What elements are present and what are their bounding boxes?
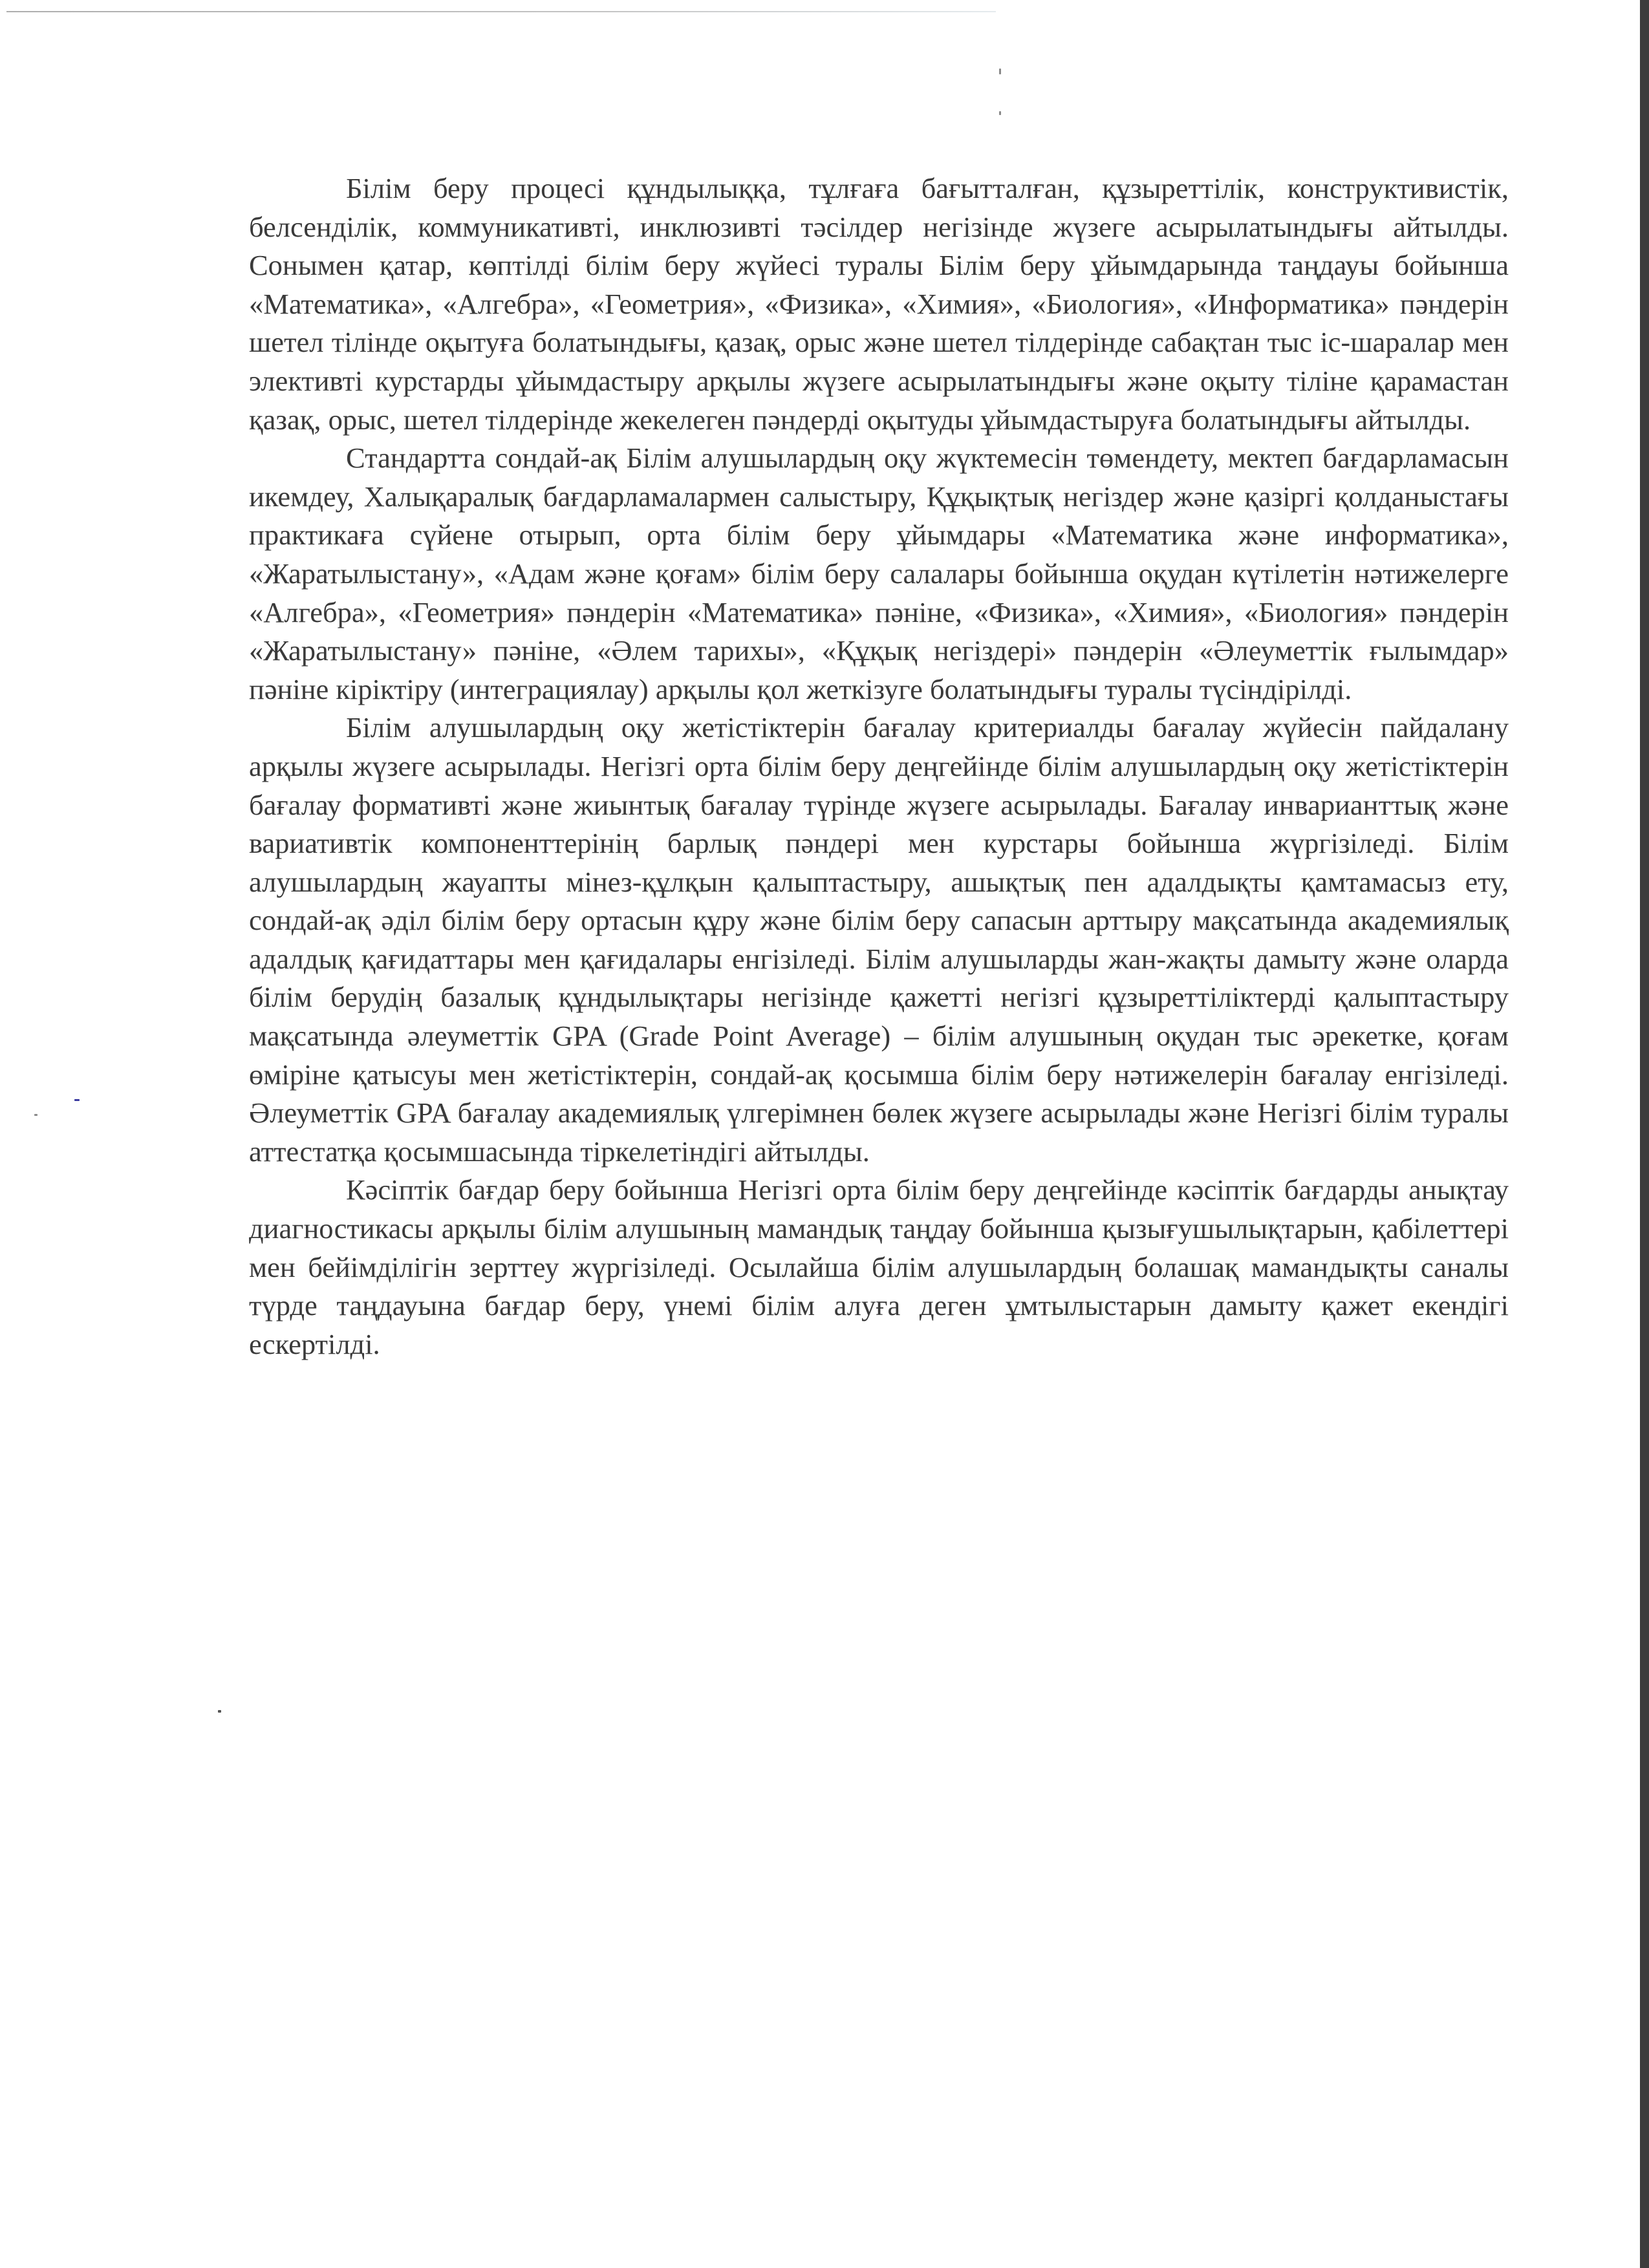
scan-speck xyxy=(34,1114,38,1116)
paragraph-standard-load-reduction: Стандартта сондай-ақ Білім алушылардың оқу жүктемесін төмендету, мектеп бағдарламасын икемдеу, Халықаралық бағдарламалармен салыстыру, Құқықтық негіздер және қазіргі қолданыстағы практикаға сүйене отырып, орта білім беру ұйымдары «Математика және информатика», «Жаратылыстану», «Адам және қоғам» білім беру салалары бойынша оқудан күтілетін нәтижелерге «Алгебра», «Геометрия» пәндерін «Математика» пәніне, «Физика», «Химия», «Биология» пәндерін «Жаратылыстану» пәніне, «Әлем тарихы», «Құқық негіздері» пәндерін «Әлеуметтік ғылымдар» пәніне кіріктіру (интеграциялау) арқылы қол жеткізуге болатындығы туралы түсіндірілді. xyxy=(249,442,1509,705)
scan-top-edge-line xyxy=(6,11,996,12)
paragraph-career-guidance: Кәсіптік бағдар беру бойынша Негізгі орта білім беру деңгейінде кәсіптік бағдарды анықтау диагностикасы арқылы білім алушының мамандық таңдау бойынша қызығушылықтарын, қабілеттері мен бейімділігін зерттеу жүргізіледі. Осылайша білім алушылардың болашақ мамандықты саналы түрде таңдауына бағдар беру, үнемі білім алуға деген ұмтылыстарын дамыту қажет екендігі ескертілді. xyxy=(249,1173,1509,1360)
document-body xyxy=(249,169,1509,1364)
scan-speck xyxy=(999,111,1001,115)
paragraph-education-process: Білім беру процесі құндылыққа, тұлғаға бағытталған, құзыреттілік, конструктивистік, белсенділік, коммуникативті, инклюзивті тәсілдер негізінде жүзеге асырылатындығы айтылды. Сонымен қатар, көптілді білім беру жүйесі туралы Білім беру ұйымдарында таңдауы бойынша «Математика», «Алгебра», «Геометрия», «Физика», «Химия», «Биология», «Информатика» пәндерін шетел тілінде оқытуға болатындығы, қазақ, орыс және шетел тілдерінде сабақтан тыс іс-шаралар мен элективті курстарды ұйымдастыру арқылы жүзеге асырылатындығы және оқыту тіліне қарамастан қазақ, орыс, шетел тілдерінде жекелеген пәндерді оқытуды ұйымдастыруға болатындығы айтылды. xyxy=(249,172,1509,436)
scan-right-edge-shadow xyxy=(1640,0,1649,2268)
scan-speck xyxy=(74,1099,80,1101)
scan-speck xyxy=(999,69,1001,74)
paragraph-assessment: Білім алушылардың оқу жетістіктерін бағалау критериалды бағалау жүйесін пайдалану арқылы жүзеге асырылады. Негізгі орта білім беру деңгейінде білім алушылардың оқу жетістіктерін бағалау формативті және жиынтық бағалау түрінде жүзеге асырылады. Бағалау инварианттық және вариативтік компоненттерінің барлық пәндері мен курстары бойынша жүргізіледі. Білім алушылардың жауапты мінез-құлқын қалыптастыру, ашықтық пен адалдықты қамтамасыз ету, сондай-ақ әділ білім беру ортасын құру және білім беру сапасын арттыру мақсатында академиялық адалдық қағидаттары мен қағидалары енгізіледі. Білім алушыларды жан-жақты дамыту және оларда білім берудің базалық құндылықтары негізінде қажетті негізгі құзыреттіліктерді қалыптастыру мақсатында әлеуметтік GPA (Grade Point Average) – білім алушының оқудан тыс әрекетке, қоғам өміріне қатысуы мен жетістіктерін, сондай-ақ қосымша білім беру нәтижелерін бағалау енгізіледі. Әлеуметтік GPA бағалау академиялық үлгерімнен бөлек жүзеге асырылады және Негізгі білім туралы аттестатқа қосымшасында тіркелетіндігі айтылды. xyxy=(249,711,1509,1168)
scan-speck xyxy=(218,1710,221,1713)
